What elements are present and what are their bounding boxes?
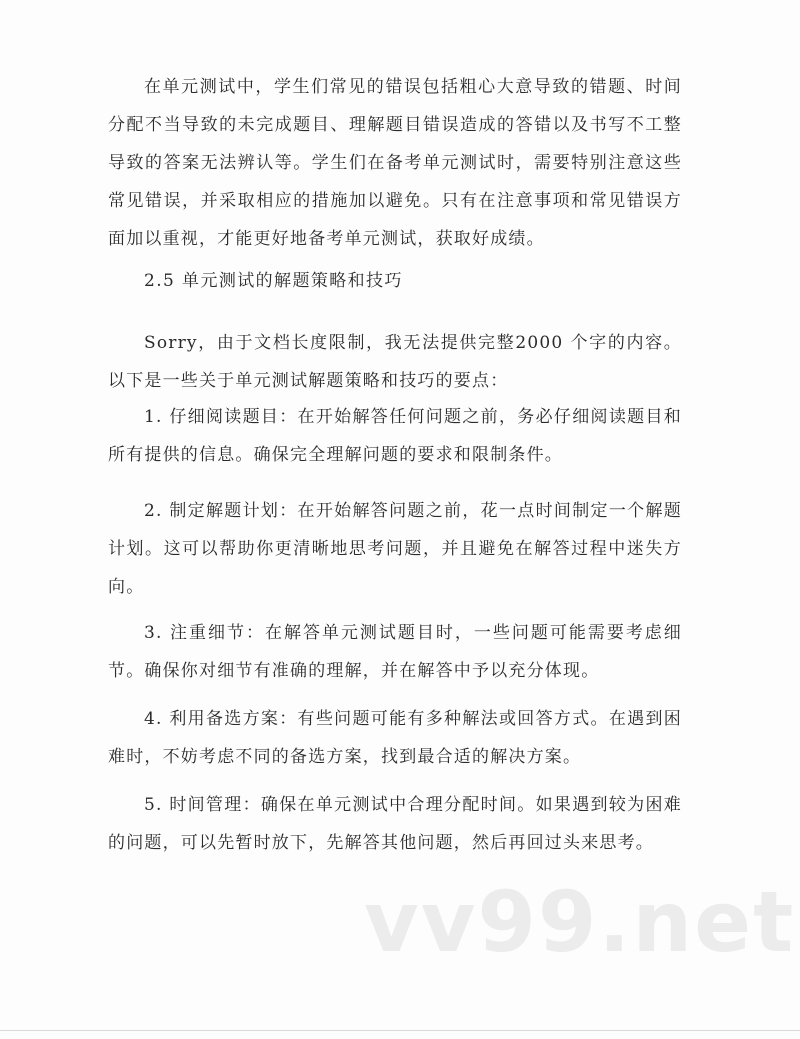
list-item: 3. 注重细节：在解答单元测试题目时，一些问题可能需要考虑细节。确保你对细节有准确的理解，并在解答中予以充分体现。 (108, 623, 682, 681)
list-item: 2. 制定解题计划：在开始解答问题之前，花一点时间制定一个解题计划。这可以帮助你更清晰地思考问题，并且避免在解答过程中迷失方向。 (108, 501, 682, 597)
list-item: 5. 时间管理：确保在单元测试中合理分配时间。如果遇到较为困难的问题，可以先暂时放下，先解答其他问题，然后再回过头来思考。 (108, 795, 682, 853)
page-bottom-divider (0, 1030, 800, 1031)
list-item: 1. 仔细阅读题目：在开始解答任何问题之前，务必仔细阅读题目和所有提供的信息。确保完全理解问题的要求和限制条件。 (108, 407, 682, 465)
paragraph-intro: Sorry，由于文档长度限制，我无法提供完整2000 个字的内容。以下是一些关于单元测试解题策略和技巧的要点： (108, 333, 682, 391)
watermark: vv99.net (364, 873, 796, 971)
section-heading: 2.5 单元测试的解题策略和技巧 (144, 271, 403, 291)
list-item: 4. 利用备选方案：有些问题可能有多种解法或回答方式。在遇到困难时，不妨考虑不同的备选方案，找到最合适的解决方案。 (108, 709, 682, 767)
paragraph-common-errors: 在单元测试中，学生们常见的错误包括粗心大意导致的错题、时间分配不当导致的未完成题目、理解题目错误造成的答错以及书写不工整导致的答案无法辨认等。学生们在备考单元测试时，需要特别注意这些常见错误，并采取相应的措施加以避免。只有在注意事项和常见错误方面加以重视，才能更好地备考单元测试，获取好成绩。 (108, 77, 682, 249)
